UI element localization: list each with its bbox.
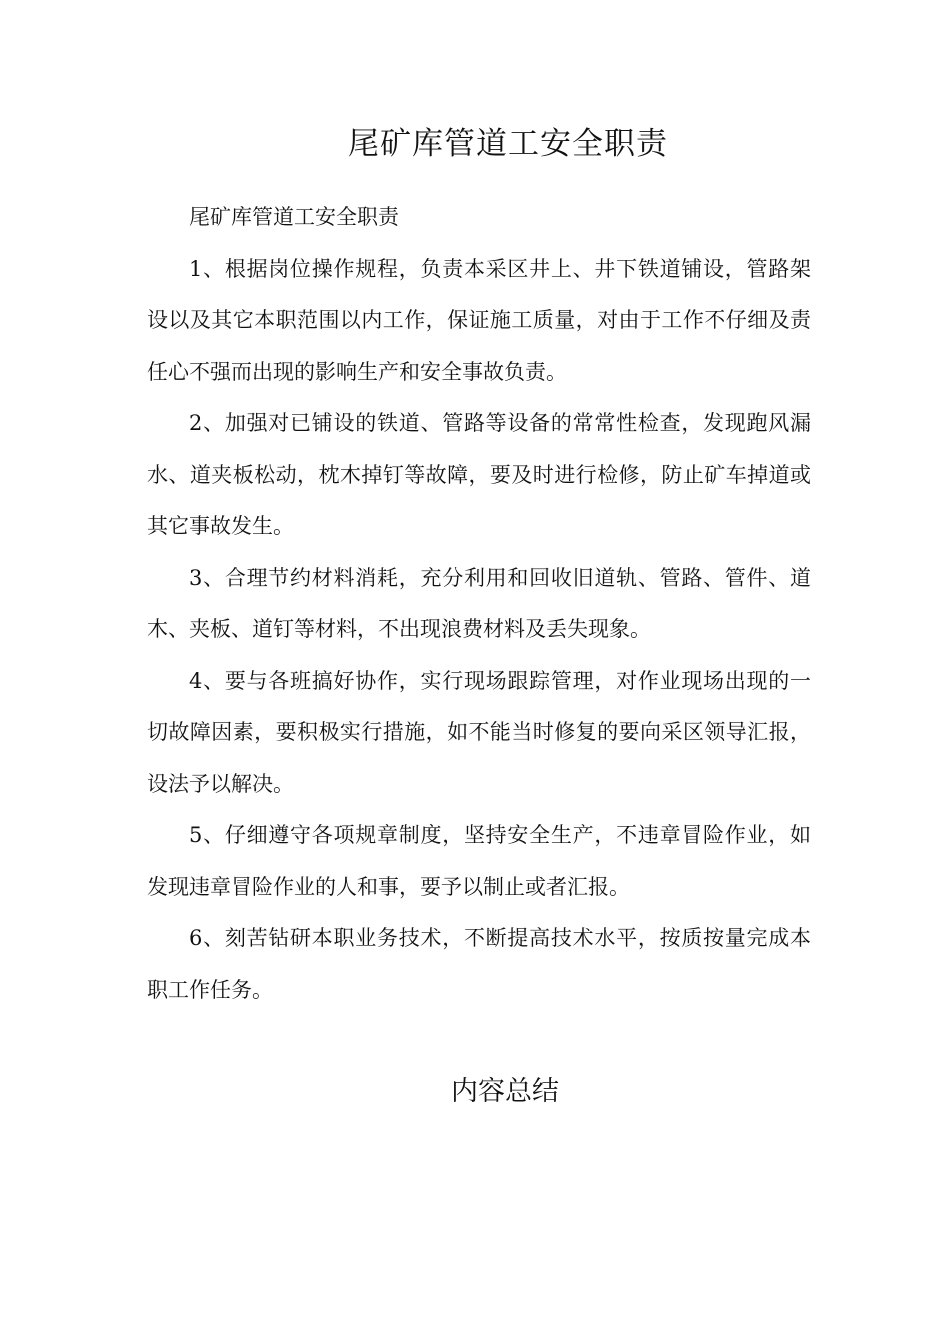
subtitle-paragraph: 尾矿库管道工安全职责	[189, 205, 399, 229]
duty-paragraph-6: 6、刻苦钻研本职业务技术，不断提高技术水平，按质按量完成本职工作任务。	[147, 926, 811, 1002]
duty-paragraph-5: 5、仔细遵守各项规章制度，坚持安全生产，不违章冒险作业，如发现违章冒险作业的人和事，要予以制止或者汇报。	[147, 823, 811, 899]
duty-paragraph-3: 3、合理节约材料消耗，充分利用和回收旧道轨、管路、管件、道木、夹板、道钉等材料，不出现浪费材料及丢失现象。	[147, 565, 811, 641]
duty-paragraph-2: 2、加强对已铺设的铁道、管路等设备的常常性检查，发现跑风漏水、道夹板松动，枕木掉钉等故障，要及时进行检修，防止矿车掉道或其它事故发生。	[147, 411, 811, 538]
document-body	[147, 192, 811, 1016]
duty-paragraph-4: 4、要与各班搞好协作，实行现场跟踪管理，对作业现场出现的一切故障因素，要积极实行措施，如不能当时修复的要向采区领导汇报，设法予以解决。	[147, 668, 811, 796]
page-title: 尾矿库管道工安全职责	[348, 126, 668, 162]
duty-paragraph-1: 1、根据岗位操作规程，负责本采区井上、井下铁道铺设，管路架设以及其它本职范围以内工作，保证施工质量，对由于工作不仔细及责任心不强而出现的影响生产和安全事故负责。	[147, 256, 811, 384]
summary-heading: 内容总结	[451, 1076, 559, 1107]
